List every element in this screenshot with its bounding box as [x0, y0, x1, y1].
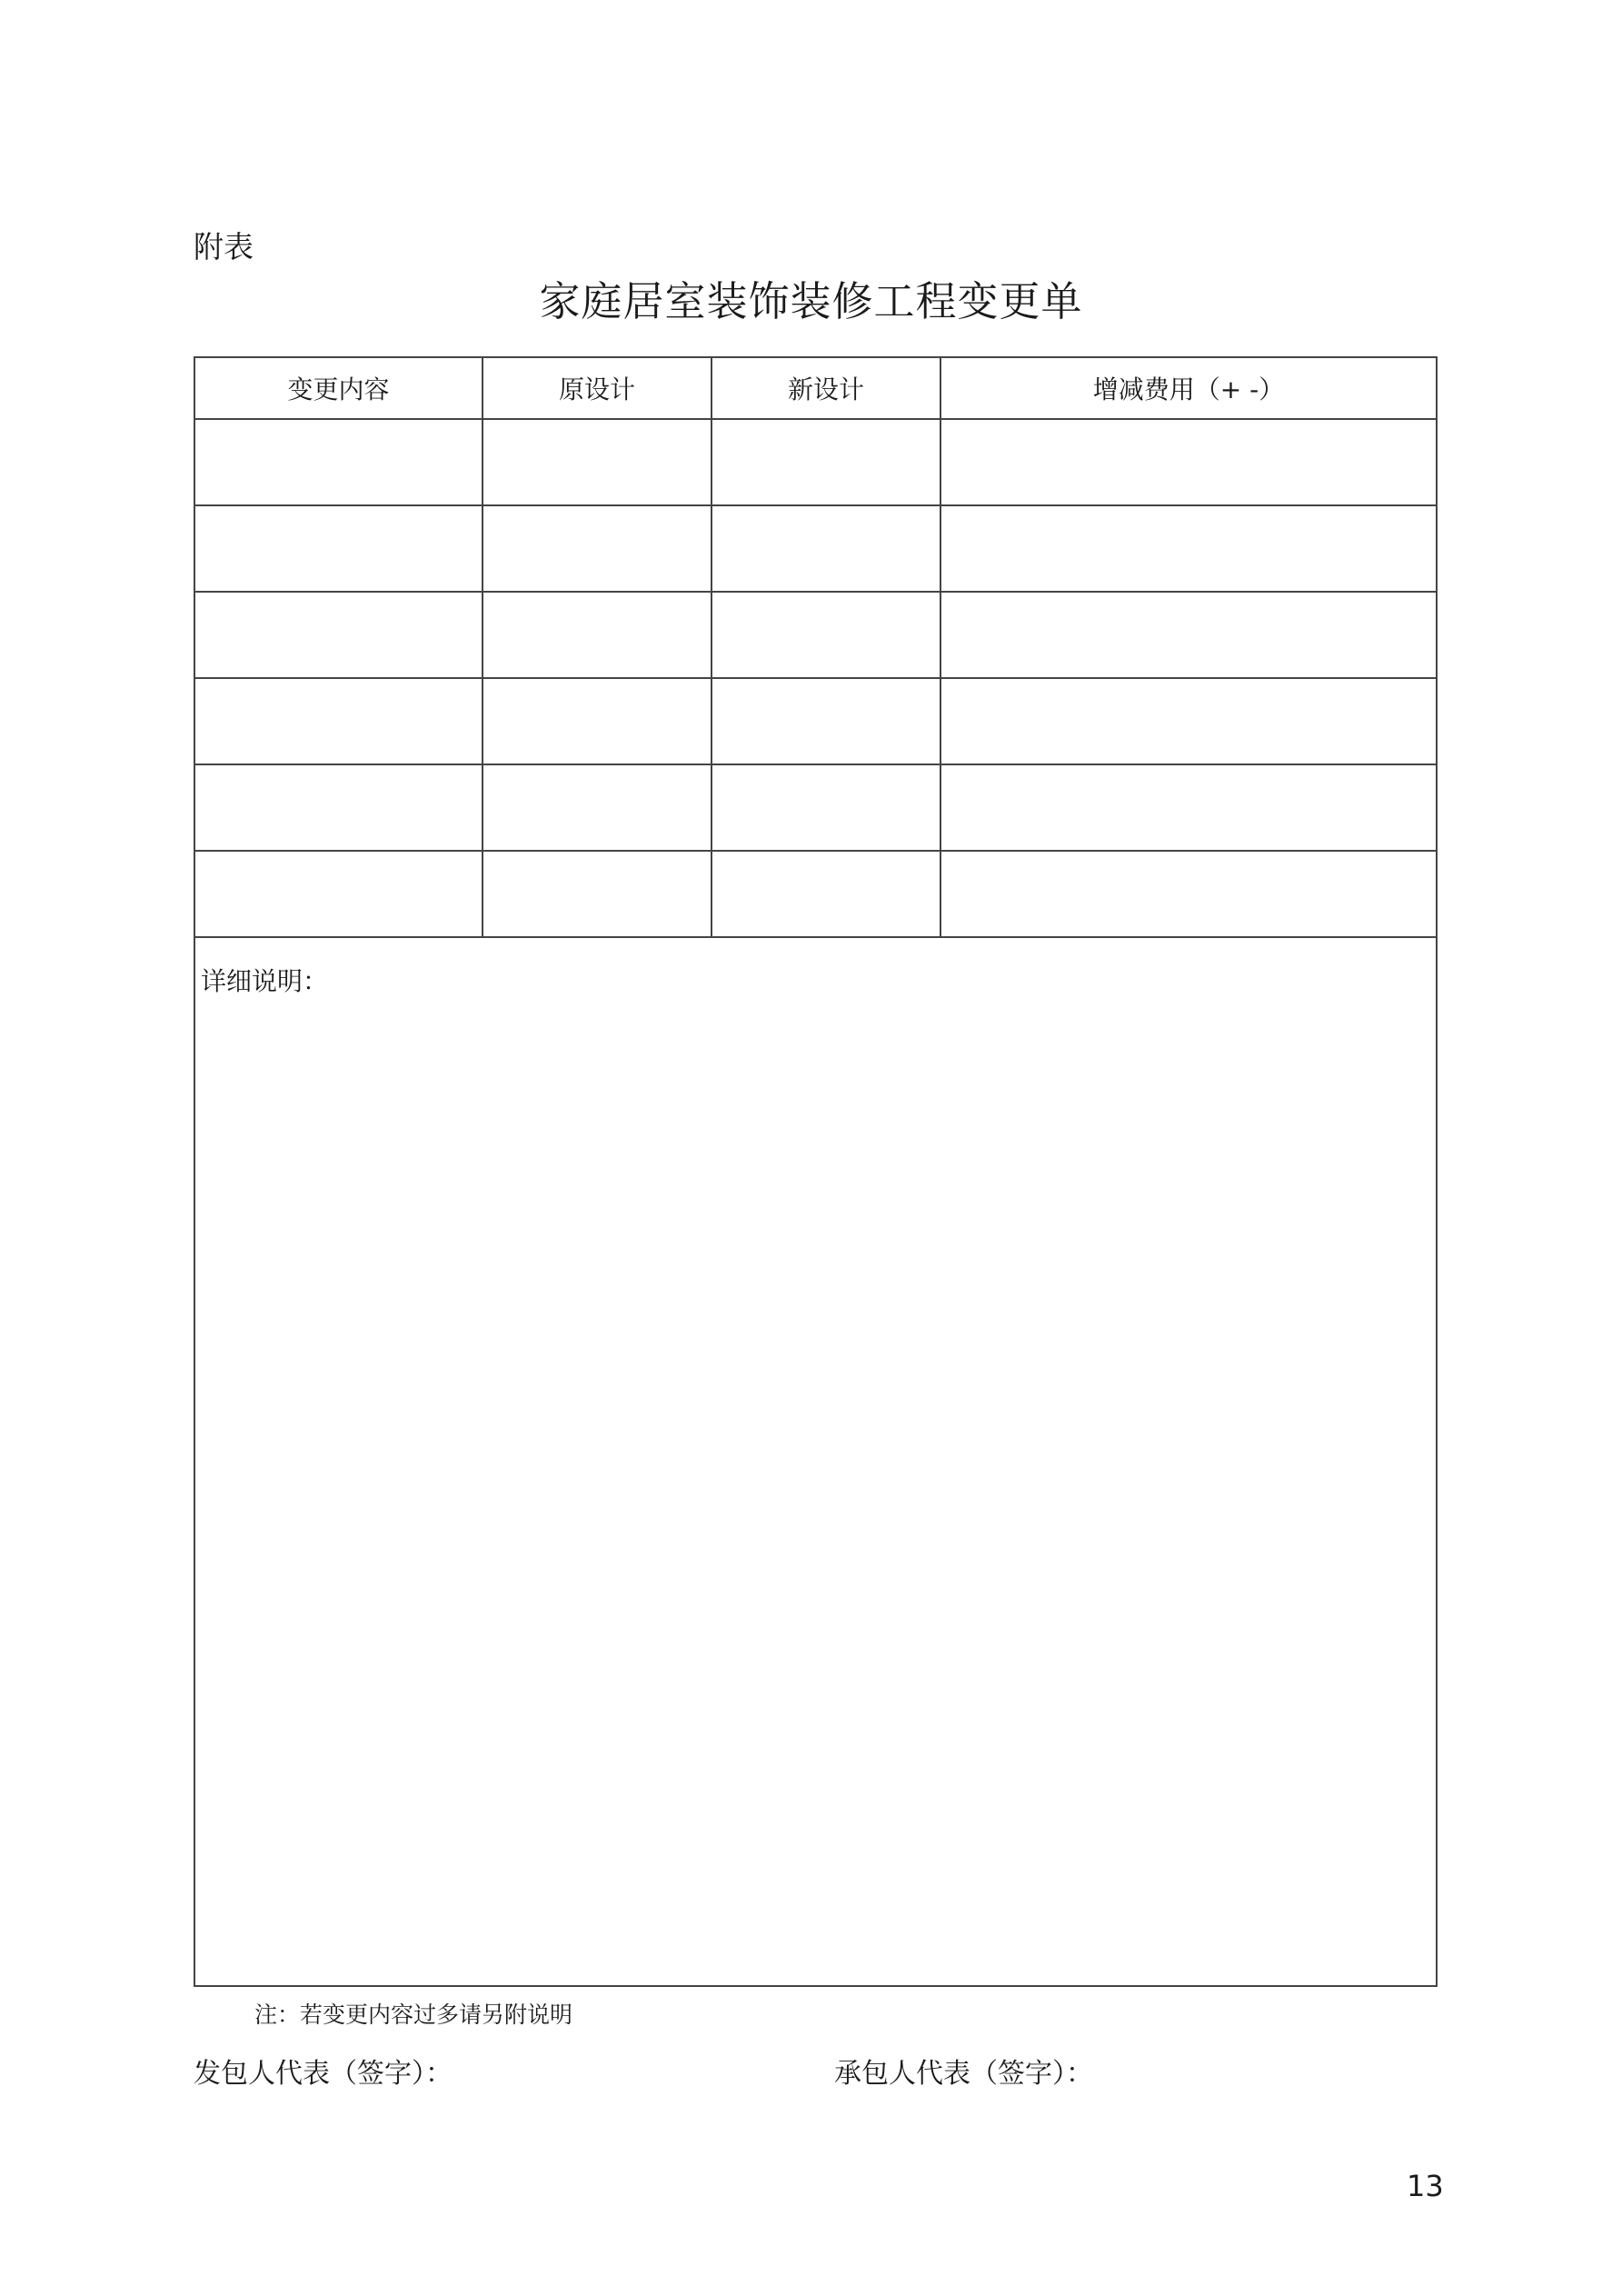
- table-cell[interactable]: [483, 678, 711, 764]
- header-new-design: 新设计: [711, 357, 940, 419]
- appendix-label: 附表: [194, 229, 254, 265]
- table-cell[interactable]: [483, 592, 711, 678]
- table-cell[interactable]: [940, 851, 1437, 937]
- table-cell[interactable]: [940, 419, 1437, 505]
- table-cell[interactable]: [711, 592, 940, 678]
- table-cell[interactable]: [711, 419, 940, 505]
- table-cell[interactable]: [483, 505, 711, 592]
- table-row: [194, 851, 1437, 937]
- form-title: 家庭居室装饰装修工程变更单: [539, 277, 1083, 325]
- table-cell[interactable]: [711, 505, 940, 592]
- table-row: [194, 419, 1437, 505]
- table-cell[interactable]: [711, 851, 940, 937]
- table-row: [194, 592, 1437, 678]
- details-label: 详细说明：: [201, 966, 329, 996]
- table-cell[interactable]: [483, 419, 711, 505]
- table-header-row: [194, 357, 1437, 419]
- header-change-content: 变更内容: [194, 357, 483, 419]
- table-row: [194, 764, 1437, 851]
- contractor-signature-label: 承包人代表（签字）：: [834, 2058, 1093, 2090]
- table-row: [194, 505, 1437, 592]
- table-cell[interactable]: [711, 764, 940, 851]
- header-cost-change: 增减费用（+ -）: [940, 357, 1437, 419]
- details-row: [194, 937, 1437, 1986]
- table-row: [194, 678, 1437, 764]
- table-cell[interactable]: [194, 592, 483, 678]
- table-cell[interactable]: [940, 592, 1437, 678]
- details-area[interactable]: [194, 937, 1437, 1986]
- page-number: 13: [1407, 2169, 1444, 2203]
- table-cell[interactable]: [940, 505, 1437, 592]
- table-cell[interactable]: [483, 851, 711, 937]
- table-cell[interactable]: [194, 419, 483, 505]
- table-cell[interactable]: [194, 764, 483, 851]
- table-cell[interactable]: [940, 764, 1437, 851]
- employer-signature-label: 发包人代表（签字）：: [194, 2058, 453, 2090]
- table-cell[interactable]: [940, 678, 1437, 764]
- change-order-table: [194, 356, 1438, 1987]
- table-cell[interactable]: [194, 851, 483, 937]
- header-original-design: 原设计: [483, 357, 711, 419]
- table-cell[interactable]: [194, 505, 483, 592]
- footnote: 注：若变更内容过多请另附说明: [254, 2002, 573, 2028]
- table-cell[interactable]: [194, 678, 483, 764]
- table-cell[interactable]: [483, 764, 711, 851]
- table-cell[interactable]: [711, 678, 940, 764]
